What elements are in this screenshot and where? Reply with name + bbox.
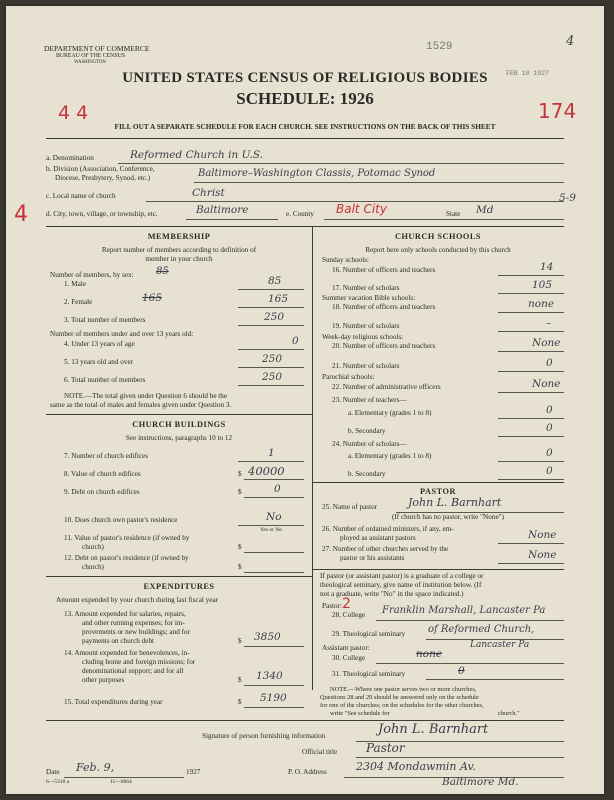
received-stamp: FEB 10 1927	[506, 70, 549, 77]
q2-value: 165	[268, 293, 289, 305]
q23-label: 23. Number of teachers—	[332, 396, 407, 404]
city-field-label: d. City, town, village, or township, etc.	[46, 210, 158, 218]
q25-label: 25. Name of pastor	[322, 503, 378, 511]
q29-label: 29. Theological seminary	[332, 630, 406, 638]
city-label: WASHINGTON	[74, 60, 106, 65]
assistant-subhead: Assistant pastor:	[322, 644, 370, 652]
signature-value: John L. Barnhart	[378, 722, 489, 737]
q23b-label: b. Secondary	[348, 427, 386, 435]
membership-intro: Report number of members according to definition of	[101, 246, 257, 254]
q21-label: 21. Number of scholars	[332, 362, 400, 370]
q21-value: 0	[546, 357, 553, 369]
q9-value: 0	[274, 483, 281, 495]
q17-label: 17. Number of scholars	[332, 284, 400, 292]
po-address-value-2: Baltimore Md.	[442, 776, 519, 788]
q17-value: 105	[532, 279, 553, 291]
sunday-label: Sunday schools:	[322, 256, 369, 264]
grad-note: If pastor (or assistant pastor) is a graduate of a college or	[320, 572, 484, 580]
expenditures-title: EXPENDITURES	[143, 582, 215, 591]
q6-value: 250	[262, 371, 283, 383]
q1-label: 1. Male	[64, 280, 86, 288]
grad-note-2: theological seminary, give name of institution below. (If	[320, 581, 482, 589]
dollar-sign: $	[238, 637, 242, 645]
q4-value: 0	[292, 335, 299, 347]
red-marks-left: 4 4	[58, 102, 89, 124]
dollar-sign: $	[238, 676, 242, 684]
membership-intro-2: member in your church	[145, 255, 213, 263]
corner-mark: 4	[566, 34, 575, 49]
q9-label: 9. Debt on church edifices	[64, 488, 140, 496]
q11-label-2: church)	[82, 543, 104, 551]
q5-value: 250	[262, 353, 283, 365]
q2-label: 2. Female	[64, 298, 93, 306]
q12-label: 12. Debt on pastor's residence (if owned by	[64, 554, 189, 562]
q6-label: 6. Total number of members	[64, 376, 146, 384]
q18-value: none	[528, 298, 555, 310]
pastor-note-2: Questions 28 and 29 should be answered only on the schedule	[320, 694, 479, 701]
by-sex-label: Number of members, by sex:	[50, 271, 134, 279]
q27-value: None	[528, 549, 557, 561]
q13-label-3: provements or new buildings; and for	[82, 628, 190, 636]
q5-label: 5. 13 years old and over	[64, 358, 134, 366]
state-value: Md	[476, 204, 494, 216]
q27-label: 27. Number of other churches served by the	[322, 545, 449, 553]
state-label: State	[446, 210, 461, 218]
dollar-sign: $	[238, 698, 242, 706]
q16-value: 14	[540, 261, 554, 273]
city-field-value: Baltimore	[196, 204, 249, 216]
signature-label: Signature of person furnishing information	[202, 732, 326, 740]
dollar-sign: $	[238, 543, 242, 551]
q29-value: of Reformed Church,	[428, 624, 535, 635]
official-title-value: Pastor	[366, 741, 405, 755]
census-schedule-sheet	[6, 6, 604, 794]
membership-note: NOTE.—The total given under Question 6 should be the	[64, 392, 228, 400]
vacation-label: Summer vacation Bible schools:	[322, 294, 416, 302]
buildings-title: CHURCH BUILDINGS	[132, 420, 226, 429]
q10-sub: Yes or No	[260, 527, 283, 533]
q16-label: 16. Number of officers and teachers	[332, 266, 436, 274]
q24a-value: 0	[546, 447, 553, 459]
q27-label-2: pastor or his assistants	[340, 554, 405, 562]
date-value: Feb. 9,	[76, 761, 115, 774]
q14-label-3: denominational support; and for all	[82, 667, 184, 675]
q11-label: 11. Value of pastor's residence (if owned by	[64, 534, 190, 542]
q4-label: 4. Under 13 years of age	[64, 340, 135, 348]
under-over-label: Number of members under and over 13 years old:	[50, 330, 194, 338]
county-value: Balt City	[336, 202, 387, 216]
instruction-line: FILL OUT A SEPARATE SCHEDULE FOR EACH CHURCH. SEE INSTRUCTIONS ON THE BACK OF THIS SHEET	[114, 122, 496, 131]
pastor-note-4: write "See schedule for	[330, 710, 390, 717]
membership-title: MEMBERSHIP	[147, 232, 211, 241]
stamp-number: 1529	[426, 41, 453, 53]
q24b-label: b. Secondary	[348, 470, 386, 478]
q30-value: none	[416, 648, 443, 660]
q22-label: 22. Number of administrative officers	[332, 383, 441, 391]
official-title-label: Official title	[302, 748, 338, 756]
schools-intro: Report here only schools conducted by this church	[365, 246, 511, 254]
pastor-note-3: for one of the churches; on the schedules for the other churches,	[320, 702, 484, 709]
membership-note-2: same as the total of males and females given under Question 3.	[50, 401, 232, 409]
q13-label: 13. Amount expended for salaries, repairs,	[64, 610, 186, 618]
q26-label-2: ployed as assistant pastors	[340, 534, 416, 542]
q3-value: 250	[264, 311, 285, 323]
q24-label: 24. Number of scholars—	[332, 440, 407, 448]
q1-struck: 85	[156, 266, 169, 277]
q18-label: 18. Number of officers and teachers	[332, 303, 436, 311]
parochial-label: Parochial schools:	[322, 373, 375, 381]
denomination-value: Reformed Church in U.S.	[130, 149, 263, 161]
q19-label: 19. Number of scholars	[332, 322, 400, 330]
division-label-2: Diocese, Presbytery, Synod, etc.)	[55, 174, 151, 182]
local-name-label: c. Local name of church	[46, 192, 116, 200]
dollar-sign: $	[238, 563, 242, 571]
pastor-subhead: Pastor:	[322, 602, 342, 610]
form-number: 6—5318 a	[46, 779, 70, 785]
bureau-label: BUREAU OF THE CENSUS	[56, 53, 125, 59]
q8-label: 8. Value of church edifices	[64, 470, 141, 478]
q26-value: None	[528, 529, 557, 541]
expenditures-intro: Amount expended by your church during last fiscal year	[56, 596, 219, 604]
dollar-sign: $	[238, 488, 242, 496]
q13-label-4: payments on church debt	[82, 637, 155, 645]
q23a-label: a. Elementary (grades 1 to 8)	[348, 409, 432, 417]
grad-note-3: not a graduate, write "No" in the space indicated.)	[320, 590, 464, 598]
division-label: b. Division (Association, Conference,	[46, 165, 155, 173]
department-label: DEPARTMENT OF COMMERCE	[44, 44, 150, 53]
q10-value: No	[266, 511, 282, 523]
schedule-title: SCHEDULE: 1926	[236, 89, 374, 108]
q14-value: 1340	[256, 670, 283, 682]
q28-value: Franklin Marshall, Lancaster Pa	[382, 605, 546, 616]
q24b-value: 0	[546, 465, 553, 477]
divider	[46, 138, 564, 139]
q26-label: 26. Number of ordained ministers, if any, em-	[322, 525, 454, 533]
po-address-label: P. O. Address	[288, 768, 327, 776]
q31-value: 0	[458, 665, 465, 677]
q25-note: (If church has no pastor, write "None")	[392, 513, 504, 521]
q7-value: 1	[268, 447, 275, 459]
local-name-value: Christ	[192, 187, 225, 199]
q23a-value: 0	[546, 404, 553, 416]
county-label: e. County	[286, 210, 314, 218]
division-value: Baltimore–Washington Classis, Potomac Synod	[198, 168, 436, 179]
po-address-value: 2304 Mondawmin Av.	[356, 760, 476, 773]
q10-label: 10. Does church own pastor's residence	[64, 516, 178, 524]
q29-value-2: Lancaster Pa	[470, 640, 530, 650]
q25-value: John L. Barnhart	[408, 496, 502, 509]
q14-label: 14. Amount expended for benevolences, in-	[64, 649, 190, 657]
q14-label-4: other purposes	[82, 676, 125, 684]
pastor-note: NOTE.—Where one pastor serves two or more churches,	[330, 686, 477, 693]
q15-value: 5190	[260, 692, 287, 704]
q28-label: 28. College	[332, 611, 366, 619]
date-year: 1927	[186, 768, 201, 776]
q14-label-2: cluding home and foreign missions; for	[82, 658, 196, 666]
q12-label-2: church)	[82, 563, 104, 571]
schools-title: CHURCH SCHOOLS	[394, 232, 482, 241]
weekday-label: Week-day religious schools:	[322, 333, 404, 341]
q20-label: 20. Number of officers and teachers	[332, 342, 436, 350]
dollar-sign: $	[238, 470, 242, 478]
buildings-intro: See instructions, paragraphs 10 to 12	[125, 434, 233, 442]
q30-label: 30. College	[332, 654, 366, 662]
q24a-label: a. Elementary (grades 1 to 8)	[348, 452, 432, 460]
q23b-value: 0	[546, 422, 553, 434]
q8-value: 40000	[248, 464, 285, 478]
q13-value: 3850	[254, 631, 281, 643]
margin-red-mark: 4	[14, 202, 28, 227]
pastor-note-5: church."	[498, 710, 520, 717]
pastor-title: PASTOR	[420, 487, 456, 496]
q7-label: 7. Number of church edifices	[64, 452, 149, 460]
q1-value: 85	[268, 275, 282, 287]
q19-value: –	[546, 317, 552, 329]
q2-struck: 165	[142, 292, 163, 304]
pastor-red-mark: 2	[342, 596, 351, 612]
q3-label: 3. Total number of members	[64, 316, 146, 324]
date-label: Date	[46, 768, 60, 776]
local-name-mark: 5-9	[559, 192, 576, 204]
q15-label: 15. Total expenditures during year	[64, 698, 163, 706]
q13-label-2: and other running expenses; for im-	[82, 619, 185, 627]
q31-label: 31. Theological seminary	[332, 670, 406, 678]
form-title: UNITED STATES CENSUS OF RELIGIOUS BODIES	[122, 70, 488, 86]
q20-value: None	[532, 337, 561, 349]
print-number: 11—6664	[110, 779, 132, 785]
red-mark-right: 174	[538, 99, 577, 123]
q22-value: None	[532, 378, 561, 390]
denomination-label: a. Denomination	[46, 154, 94, 162]
